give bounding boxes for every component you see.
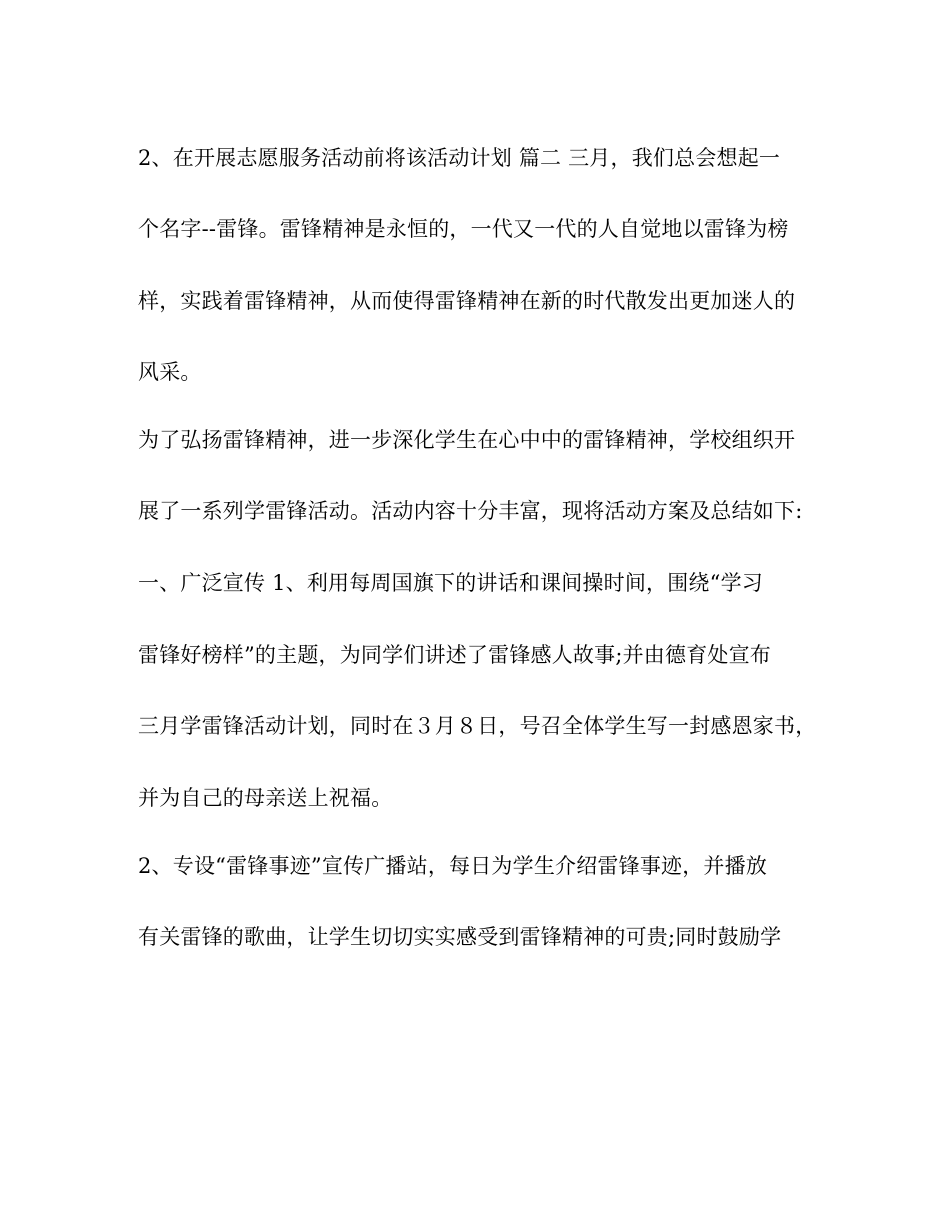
text-line-9: 三月学雷锋活动计划，同时在３月８日，号召全体学生写一封感恩家书， — [138, 714, 817, 738]
text-line-7: 一、广泛宣传 1、利用每周国旗下的讲话和课间操时间，围绕“学习 — [138, 571, 763, 595]
text-line-2: 个名字--雷锋。雷锋精神是永恒的，一代又一代的人自觉地以雷锋为榜 — [138, 217, 789, 241]
text-line-3: 样，实践着雷锋精神，从而使得雷锋精神在新的时代散发出更加迷人的 — [138, 289, 796, 313]
text-line-8: 雷锋好榜样”的主题，为同学们讲述了雷锋感人故事;并由德育处宣布 — [138, 643, 772, 667]
text-line-12: 有关雷锋的歌曲，让学生切切实实感受到雷锋精神的可贵;同时鼓励学 — [138, 925, 782, 949]
text-line-1: 2、在开展志愿服务活动前将该活动计划 篇二 三月，我们总会想起一 — [138, 146, 781, 170]
text-line-6: 展了一系列学雷锋活动。活动内容十分丰富，现将活动方案及总结如下: — [138, 499, 803, 523]
text-line-10: 并为自己的母亲送上祝福。 — [138, 786, 393, 810]
text-line-5: 为了弘扬雷锋精神，进一步深化学生在心中中的雷锋精神，学校组织开 — [138, 428, 796, 452]
text-line-4: 风采。 — [138, 360, 202, 384]
text-line-11: 2、专设“雷锋事迹”宣传广播站，每日为学生介绍雷锋事迹，并播放 — [138, 854, 768, 878]
